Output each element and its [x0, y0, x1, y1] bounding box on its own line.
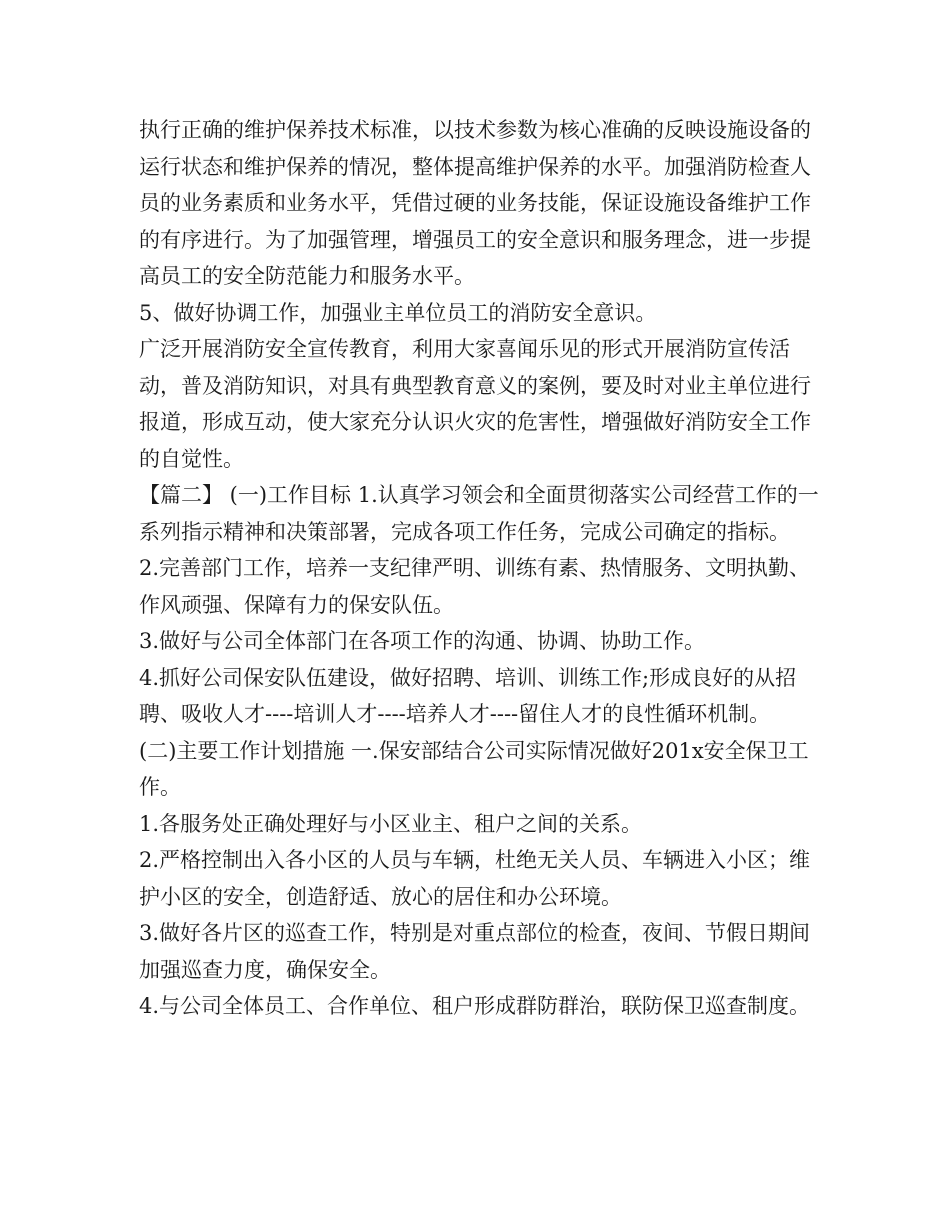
- paragraph-measure-3: 3.做好各片区的巡查工作，特别是对重点部位的检查，夜间、节假日期间加强巡查力度，确保安全。: [139, 921, 811, 982]
- paragraph-goal-3: 3.做好与公司全体部门在各项工作的沟通、协调、协助工作。: [139, 629, 706, 653]
- paragraph-measure-2: 2.严格控制出入各小区的人员与车辆，杜绝无关人员、车辆进入小区；维护小区的安全，创造舒适、放心的居住和办公环境。: [139, 848, 811, 909]
- paragraph-measure-4: 4.与公司全体员工、合作单位、租户形成群防群治，联防保卫巡查制度。: [139, 994, 811, 1018]
- paragraph-maintenance-standards: 执行正确的维护保养技术标准，以技术参数为核心准确的反映设施设备的运行状态和维护保养的情况，整体提高维护保养的水平。加强消防检查人员的业务素质和业务水平，凭借过硬的业务技能，保证设施设备维护工作的有序进行。为了加强管理，增强员工的安全意识和服务理念，进一步提高员工的安全防范能力和服务水平。: [139, 118, 811, 288]
- paragraph-item-5-coordination: 5、做好协调工作，加强业主单位员工的消防安全意识。: [139, 300, 657, 325]
- paragraph-goal-4: 4.抓好公司保安队伍建设，做好招聘、培训、训练工作;形成良好的从招聘、吸收人才----培训人才----培养人才----留住人才的良性循环机制。: [139, 665, 797, 726]
- paragraph-main-measures: (二)主要工作计划措施 一.保安部结合公司实际情况做好201x安全保卫工作。: [139, 738, 809, 799]
- paragraph-part-two-goals: 【篇二】 (一)工作目标 1.认真学习领会和全面贯彻落实公司经营工作的一系列指示精神和决策部署，完成各项工作任务，完成公司确定的指标。: [139, 483, 819, 544]
- document-page: [139, 112, 829, 1025]
- paragraph-fire-safety-education: 广泛开展消防安全宣传教育，利用大家喜闻乐见的形式开展消防宣传活动，普及消防知识，对具有典型教育意义的案例，要及时对业主单位进行报道，形成互动，使大家充分认识火灾的危害性，增强做好消防安全工作的自觉性。: [139, 337, 811, 471]
- paragraph-measure-1: 1.各服务处正确处理好与小区业主、租户之间的关系。: [139, 811, 643, 836]
- paragraph-goal-2: 2.完善部门工作，培养一支纪律严明、训练有素、热情服务、文明执勤、作风顽强、保障有力的保安队伍。: [139, 556, 811, 617]
